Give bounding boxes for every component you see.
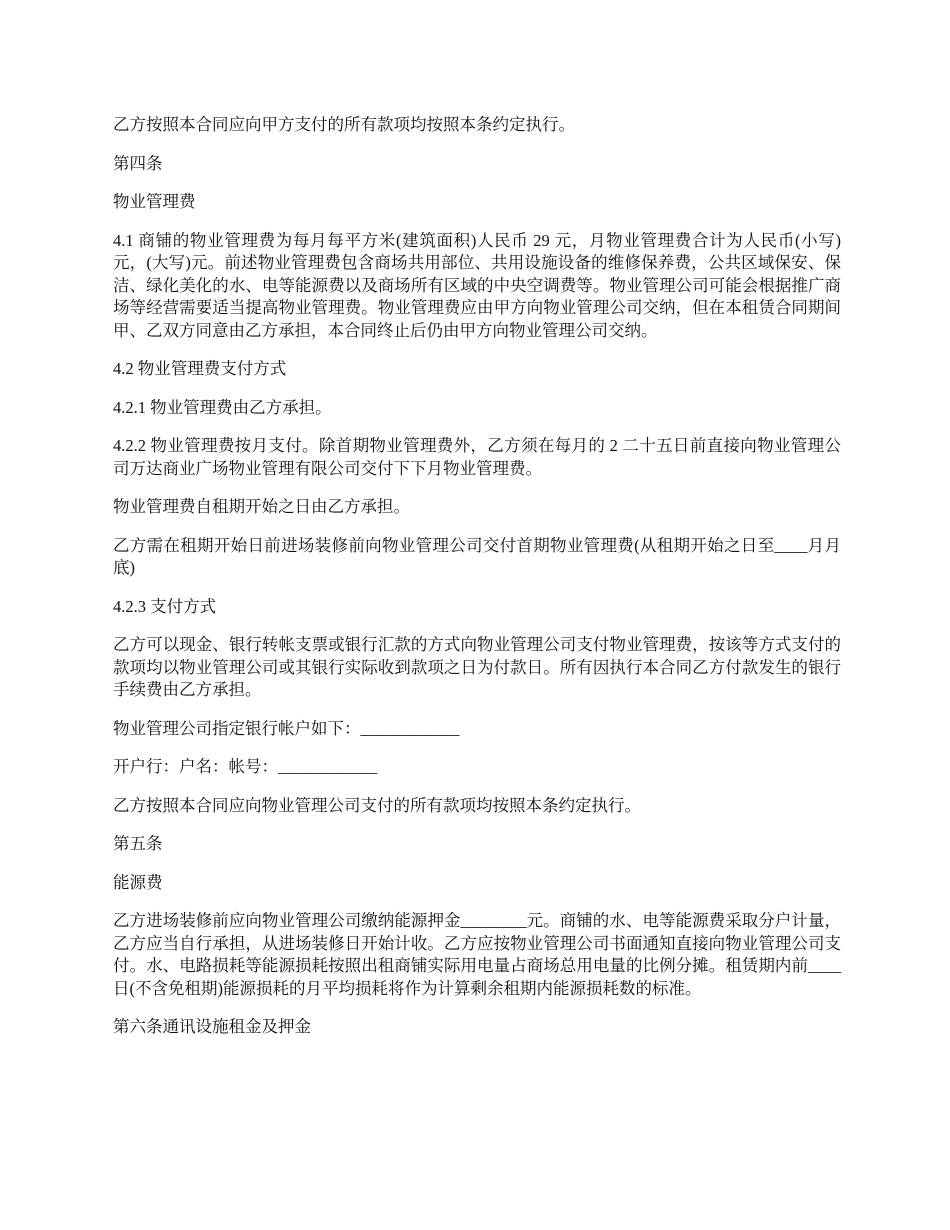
paragraph-energy-fee: 乙方进场装修前应向物业管理公司缴纳能源押金________元。商铺的水、电等能源费采取分户计量，乙方应当自行承担，从进场装修日开始计收。乙方应按物业管理公司书面通知直接向物业管理公司支付。水、电路损耗等能源损耗按照出租商铺实际用电量占商场总用电量的比例分摊。租赁期内前____日(不含免租期)能源损耗的月平均损耗将作为计算剩余租期内能源损耗数的标准。 <box>113 911 841 998</box>
clause-4-2-1: 4.2.1 物业管理费由乙方承担。 <box>113 397 332 417</box>
article-4-title: 物业管理费 <box>113 192 196 211</box>
article-4-heading: 第四条 <box>113 153 163 173</box>
article-5-title: 能源费 <box>113 872 163 892</box>
paragraph-fee-start: 物业管理费自租期开始之日由乙方承担。 <box>113 497 410 516</box>
paragraph-payment-methods: 乙方可以现金、银行转帐支票或银行汇款的方式向物业管理公司支付物业管理费，按该等方式支付的款项均以物业管理公司或其银行实际收到款项之日为付款日。所有因执行本合同乙方付款发生的银行手续费由乙方承担。 <box>113 635 841 699</box>
paragraph-payment-clause: 乙方按照本合同应向甲方支付的所有款项均按照本条约定执行。 <box>113 115 575 134</box>
clause-4-1: 4.1 商铺的物业管理费为每月每平方米(建筑面积)人民币 29 元，月物业管理费合计为人民币(小写)元，(大写)元。前述物业管理费包含商场共用部位、共用设施设备的维修保养费，公共区域保安、保洁、绿化美化的水、电等能源费以及商场所有区域的中央空调费等。物业管理公司可能会根据推广商场等经营需要适当提高物业管理费。物业管理费应由甲方向物业管理公司交纳，但在本租赁合同期间甲、乙双方同意由乙方承担，本合同终止后仍由甲方向物业管理公司交纳。 <box>113 230 841 340</box>
clause-4-2-2: 4.2.2 物业管理费按月支付。除首期物业管理费外，乙方须在每月的 2 二十五日前直接向物业管理公司万达商业广场物业管理有限公司交付下下月物业管理费。 <box>113 436 841 478</box>
paragraph-first-fee: 乙方需在租期开始日前进场装修前向物业管理公司交付首期物业管理费(从租期开始之日至____月月底) <box>113 535 841 577</box>
clause-4-2-3-heading: 4.2.3 支付方式 <box>113 596 217 616</box>
paragraph-bank-details: 开户行：户名：帐号：____________ <box>113 757 377 776</box>
paragraph-bank-account: 物业管理公司指定银行帐户如下：____________ <box>113 718 460 738</box>
paragraph-property-payment-clause: 乙方按照本合同应向物业管理公司支付的所有款项均按照本条约定执行。 <box>113 795 641 815</box>
document-page <box>113 114 841 1055</box>
article-5-heading: 第五条 <box>113 834 163 853</box>
clause-4-2-heading: 4.2 物业管理费支付方式 <box>113 359 287 378</box>
article-6-heading: 第六条通讯设施租金及押金 <box>113 1017 311 1036</box>
